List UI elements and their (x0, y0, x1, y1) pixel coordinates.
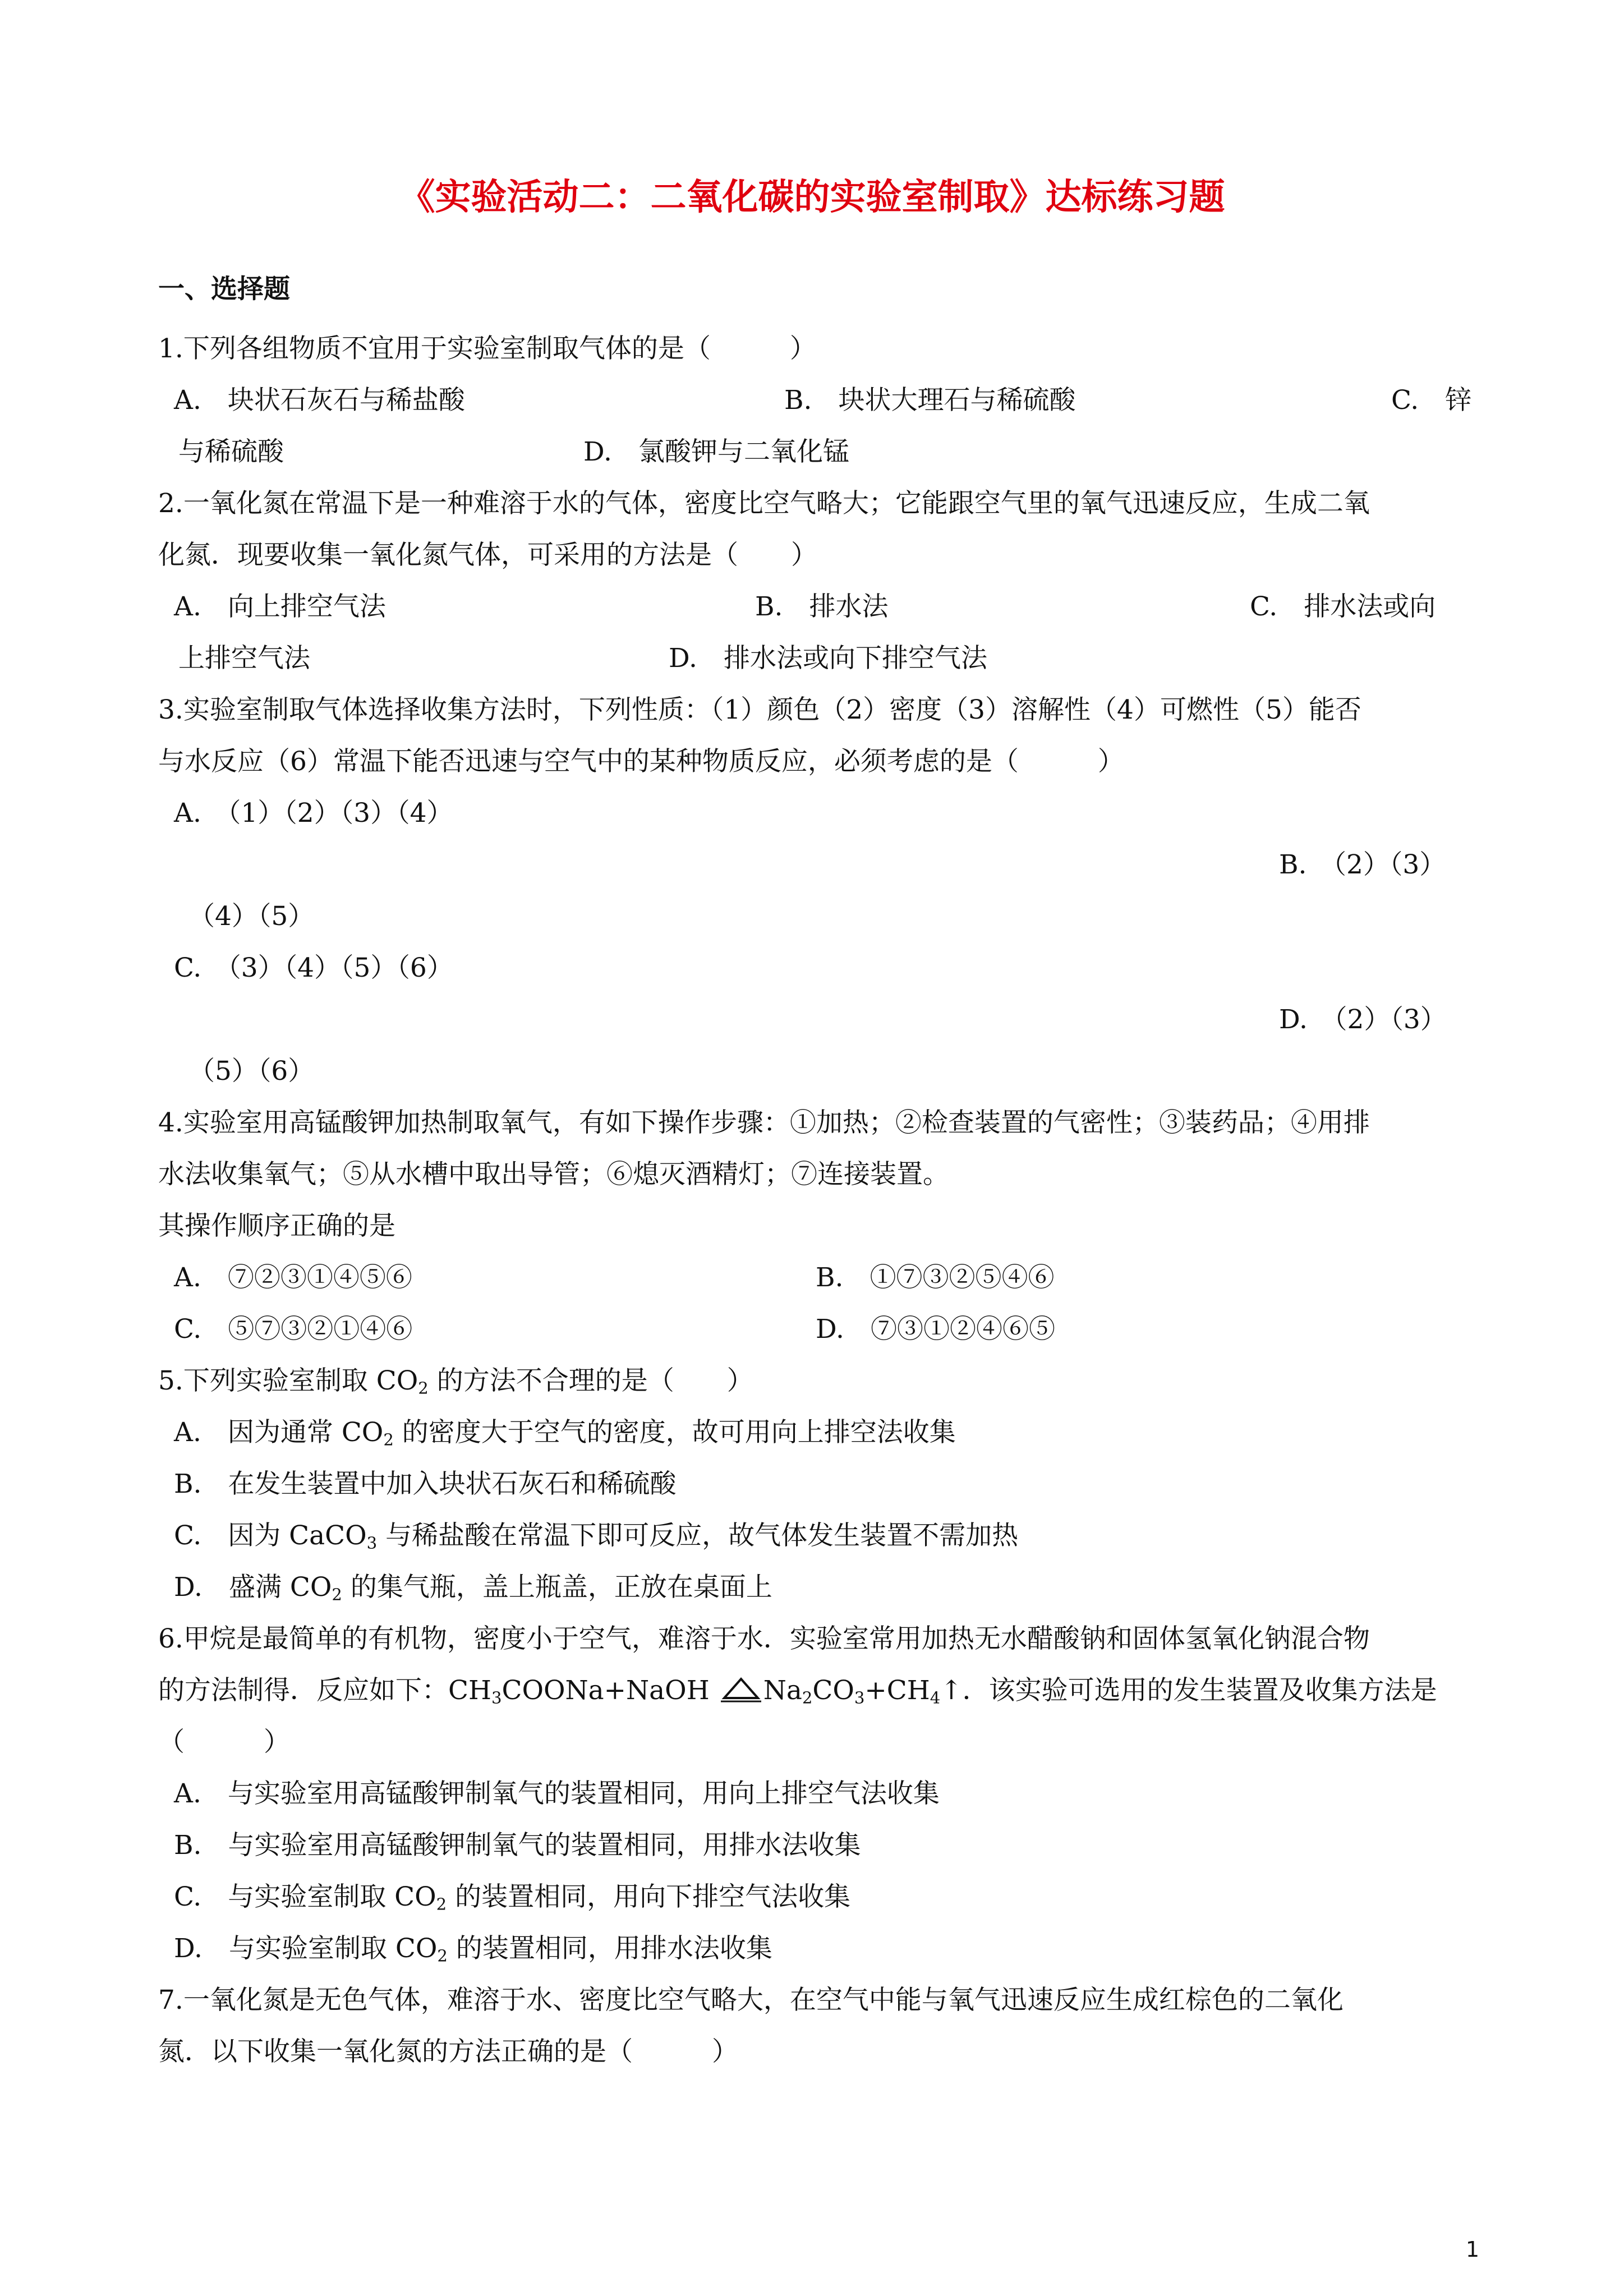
question-6-option-c: C. 与实验室制取 $CO_2$ 的装置相同，用向下排空气法收集 (174, 1881, 851, 1914)
question-6-stem-line-1: 6.甲烷是最简单的有机物，密度小于空气，难溶于水．实验室常用加热无水醋酸钠和固体氢氧化钠混合物 (158, 1623, 1370, 1654)
question-6-option-b: B. 与实验室用高锰酸钾制氧气的装置相同，用排水法收集 (174, 1830, 861, 1861)
question-1-option-c-head: C. 锌 (1391, 385, 1472, 416)
question-5-stem: 5.下列实验室制取 $CO_2$ 的方法不合理的是（ ） (158, 1365, 753, 1398)
question-2-stem-line-2: 化氮．现要收集一氧化氮气体，可采用的方法是（ ） (158, 540, 817, 570)
question-2-option-c-tail: 上排空气法 (178, 643, 310, 674)
question-4-option-d: D. ⑦③①②④⑥⑤ (816, 1314, 1055, 1345)
question-5-option-d: D. 盛满 $CO_2$ 的集气瓶，盖上瓶盖，正放在桌面上 (174, 1572, 772, 1604)
question-1-option-a: A. 块状石灰石与稀盐酸 (174, 385, 465, 416)
question-4-option-c: C. ⑤⑦③②①④⑥ (174, 1314, 413, 1345)
page-number: 1 (1465, 2237, 1479, 2262)
question-1-option-d: D. 氯酸钾与二氧化锰 (583, 436, 849, 467)
question-5-option-b: B. 在发生装置中加入块状石灰石和稀硫酸 (174, 1469, 677, 1499)
question-4-option-a: A. ⑦②③①④⑤⑥ (174, 1262, 412, 1293)
question-3-option-c: C. （3）（4）（5）（6） (174, 953, 453, 983)
question-3-option-b-head: B. （2）（3） (1279, 849, 1446, 880)
question-1-option-b: B. 块状大理石与稀硫酸 (784, 385, 1076, 416)
question-5-option-c: C. 因为 CaCO$_3$ 与稀盐酸在常温下即可反应，故气体发生装置不需加热 (174, 1520, 1019, 1553)
question-2-option-a: A. 向上排空气法 (174, 591, 386, 622)
question-6-option-a: A. 与实验室用高锰酸钾制氧气的装置相同，用向上排空气法收集 (174, 1778, 940, 1809)
question-3-option-a: A. （1）（2）（3）（4） (174, 798, 453, 829)
question-2-option-b: B. 排水法 (755, 591, 889, 622)
question-4-stem-line-2: 水法收集氧气；⑤从水槽中取出导管；⑥熄灭酒精灯；⑦连接装置。 (158, 1159, 949, 1190)
question-6-option-d: D. 与实验室制取 $CO_2$ 的装置相同，用排水法收集 (174, 1933, 772, 1966)
question-4-stem-line-1: 4.实验室用高锰酸钾加热制取氧气，有如下操作步骤：①加热；②检查装置的气密性；③装药品；④用排 (158, 1107, 1370, 1138)
question-3-stem-line-1: 3.实验室制取气体选择收集方法时，下列性质：（1）颜色（2）密度（3）溶解性（4）可燃性（5）能否 (158, 694, 1361, 725)
question-5-option-a: A. 因为通常 $CO_2$ 的密度大于空气的密度，故可用向上排空法收集 (174, 1417, 956, 1450)
question-1-option-c-tail: 与稀硫酸 (178, 436, 284, 467)
heating-triangle-icon (721, 1677, 761, 1703)
page-title: 《实验活动二：二氧化碳的实验室制取》达标练习题 (399, 177, 1225, 218)
question-7-stem-line-2: 氮．以下收集一氧化氮的方法正确的是（ ） (158, 2036, 738, 2067)
question-6-stem-line-3: （ ） (158, 1727, 290, 1757)
question-1-stem: 1.下列各组物质不宜用于实验室制取气体的是（ ） (158, 333, 816, 364)
question-4-option-b: B. ①⑦③②⑤④⑥ (816, 1262, 1055, 1293)
question-2-stem-line-1: 2.一氧化氮在常温下是一种难溶于水的气体，密度比空气略大；它能跟空气里的氧气迅速反应，生成二氧 (158, 488, 1370, 519)
question-7-stem-line-1: 7.一氧化氮是无色气体，难溶于水、密度比空气略大，在空气中能与氧气迅速反应生成红棕色的二氧化 (158, 1985, 1344, 2016)
question-3-option-b-tail: （4）（5） (188, 901, 315, 932)
question-6-equation-line: 的方法制得．反应如下：$CH_3COONa+NaOH$ $Na_2CO_3+CH_4↑$．该实验可选用的发生装置及收集方法是 (158, 1675, 1437, 1708)
question-2-option-d: D. 排水法或向下排空气法 (669, 643, 987, 674)
question-2-option-c-head: C. 排水法或向 (1250, 591, 1436, 622)
section-heading: 一、选择题 (158, 274, 290, 305)
question-3-stem-line-2: 与水反应（6）常温下能否迅速与空气中的某种物质反应，必须考虑的是（ ） (158, 746, 1124, 777)
question-3-option-d-tail: （5）（6） (188, 1056, 315, 1087)
question-4-stem-line-3: 其操作顺序正确的是 (158, 1211, 395, 1241)
question-3-option-d-head: D. （2）（3） (1279, 1004, 1447, 1035)
